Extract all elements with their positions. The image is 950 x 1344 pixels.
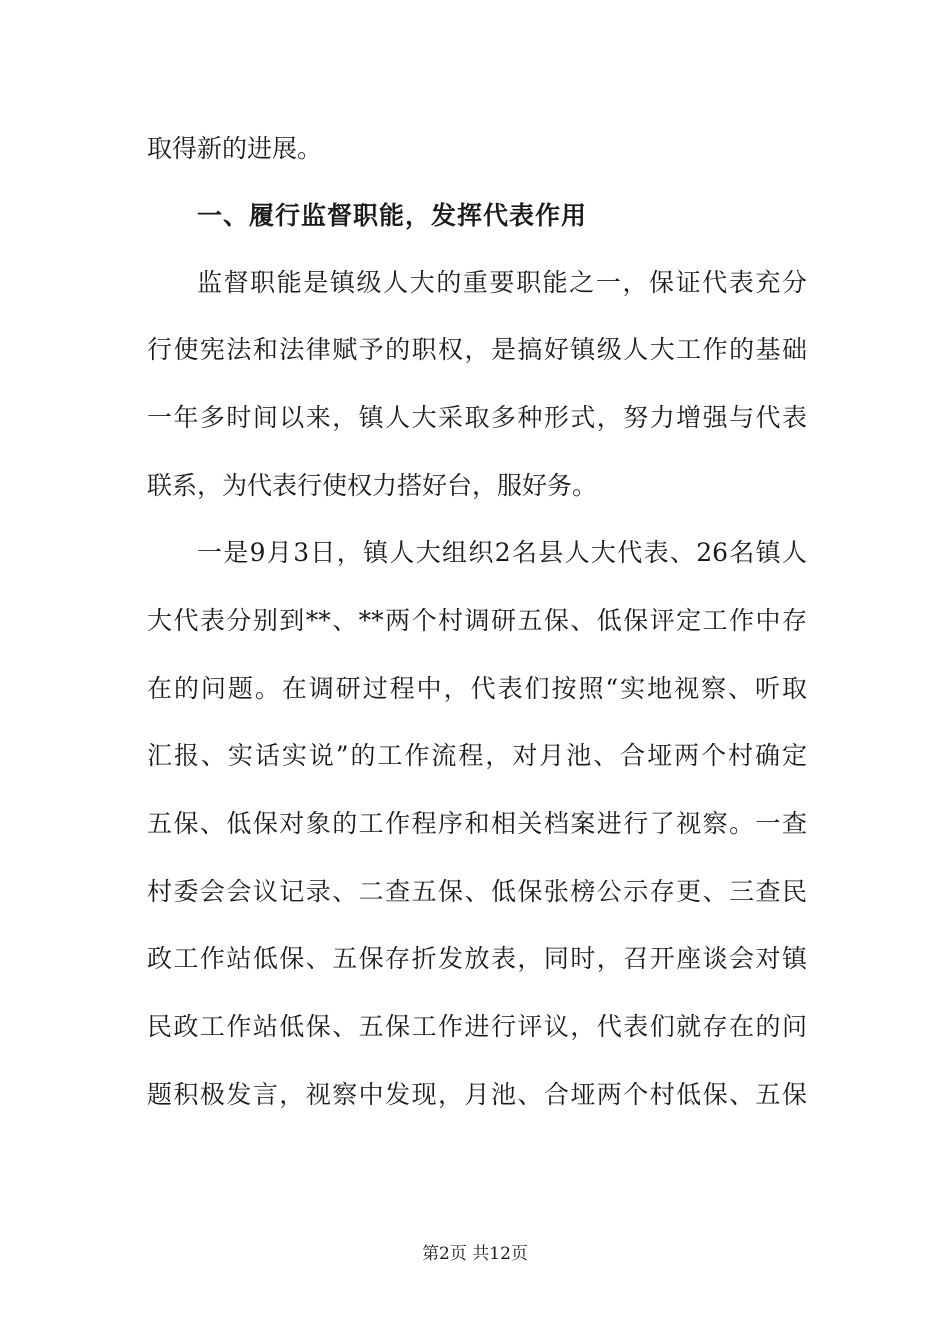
paragraph-line: 民政工作站低保、五保工作进行评议，代表们就存在的问 (147, 1012, 807, 1041)
paragraph-line: 联系，为代表行使权力搭好台，服好务。 (147, 471, 598, 500)
paragraph-line: 政工作站低保、五保存折发放表，同时，召开座谈会对镇 (147, 944, 807, 973)
paragraph-line: 村委会会议记录、二查五保、低保张榜公示存更、三查民 (147, 877, 807, 906)
paragraph-line: 监督职能是镇级人大的重要职能之一，保证代表充分 (197, 268, 807, 297)
paragraph-line: 大代表分别到**、**两个村调研五保、低保评定工作中存 (147, 606, 807, 635)
section-heading: 一、履行监督职能，发挥代表作用 (197, 201, 588, 230)
paragraph-line: 五保、低保对象的工作程序和相关档案进行了视察。一查 (147, 809, 807, 838)
paragraph-line: 行使宪法和法律赋予的职权，是搞好镇级人大工作的基础 (147, 335, 807, 364)
paragraph-line: 汇报、实话实说”的工作流程，对月池、合垭两个村确定 (147, 741, 807, 770)
page-number-footer: 第2页 共12页 (422, 1244, 528, 1264)
paragraph-line: 一年多时间以来，镇人大采取多种形式，努力增强与代表 (147, 403, 807, 432)
paragraph-line: 题积极发言，视察中发现，月池、合垭两个村低保、五保 (147, 1080, 807, 1109)
paragraph-line: 在的问题。在调研过程中，代表们按照“实地视察、听取 (147, 674, 807, 703)
paragraph-line: 一是9月3日，镇人大组织2名县人大代表、26名镇人 (197, 538, 807, 567)
opening-line: 取得新的进展。 (147, 134, 323, 163)
